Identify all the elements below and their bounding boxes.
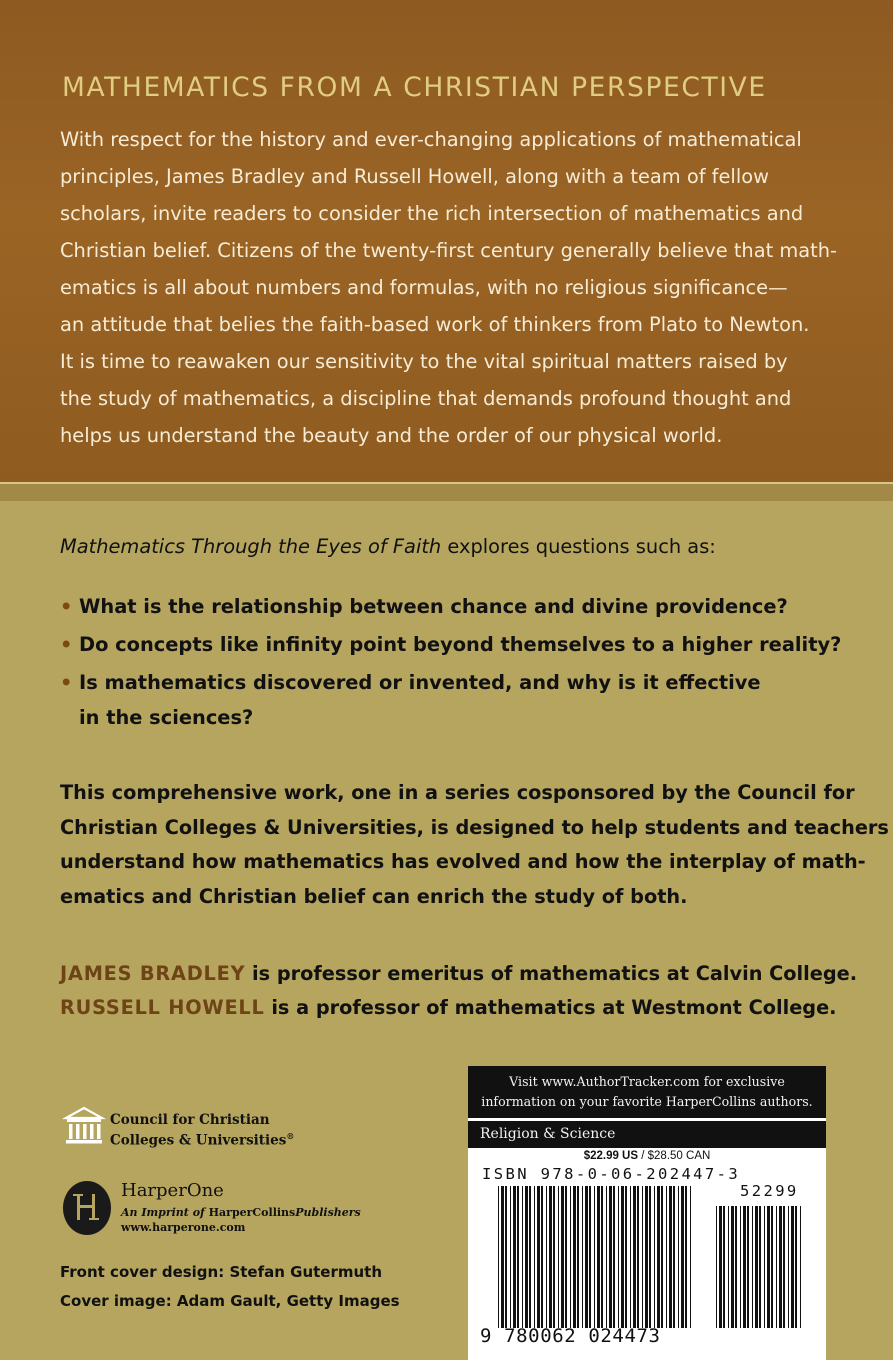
summary-line: understand how mathematics has evolved and how the interplay of math- xyxy=(60,850,866,873)
ean-bar xyxy=(522,1186,523,1328)
publisher-name: HarperOne xyxy=(121,1180,224,1201)
ean-bar xyxy=(573,1186,576,1328)
notice-line: information on your favorite HarperCollins authors. xyxy=(481,1094,813,1109)
publisher-imprint xyxy=(121,1206,361,1219)
ean-digits: 9 780062 024473 xyxy=(480,1325,661,1347)
ean-bar xyxy=(525,1186,528,1328)
summary-line: Christian Colleges & Universities, is designed to help students and teachers xyxy=(60,815,889,839)
description-line: helps us understand the beauty and the order of our physical world. xyxy=(60,424,723,447)
ean-bar xyxy=(678,1186,679,1328)
imprint-name: HarperCollins xyxy=(208,1206,296,1219)
addon-bar xyxy=(788,1206,789,1328)
addon-bar xyxy=(719,1206,722,1328)
questions-intro xyxy=(60,533,716,561)
ean-bar xyxy=(645,1186,648,1328)
question-text: What is the relationship between chance and divine providence? xyxy=(79,595,788,618)
cover-design-credit: Front cover design: Stefan Gutermuth xyxy=(60,1263,383,1281)
description-line: ematics is all about numbers and formulas, with no religious significance— xyxy=(60,276,788,299)
ean-bar xyxy=(529,1186,531,1328)
ean-bar xyxy=(505,1186,507,1328)
description-line: Christian belief. Citizens of the twenty-first century generally believe that math- xyxy=(60,239,838,262)
ean-bar xyxy=(597,1186,600,1328)
ean-bar xyxy=(633,1186,636,1328)
addon-bar xyxy=(771,1206,773,1328)
ean-bar xyxy=(625,1186,627,1328)
ean-bar xyxy=(570,1186,571,1328)
cover-image-credit: Cover image: Adam Gault, Getty Images xyxy=(60,1292,400,1310)
ean-bar xyxy=(517,1186,519,1328)
ean-bar xyxy=(589,1186,591,1328)
description-line: the study of mathematics, a discipline that demands profound thought and xyxy=(60,387,792,410)
description-line: It is time to reawaken our sensitivity to the vital spiritual matters raised by xyxy=(60,350,788,373)
description-line: an attitude that belies the faith-based work of thinkers from Plato to Newton. xyxy=(60,313,810,336)
harperone-h-logo-icon xyxy=(62,1180,112,1236)
bullet-icon: • xyxy=(60,595,73,618)
addon-bar xyxy=(740,1206,741,1328)
addon-bar xyxy=(728,1206,729,1328)
summary-line: ematics and Christian belief can enrich the study of both. xyxy=(60,884,688,908)
ean-bar xyxy=(673,1186,675,1328)
ean-bar xyxy=(649,1186,651,1328)
ean-bar xyxy=(618,1186,619,1328)
addon-bar xyxy=(743,1206,746,1328)
questions-intro-text: explores questions such as: xyxy=(441,535,716,558)
ean-bar xyxy=(546,1186,547,1328)
building-columns-icon xyxy=(62,1104,106,1148)
ean-bar xyxy=(537,1186,540,1328)
cover-credits xyxy=(60,1258,400,1316)
ean-bar xyxy=(661,1186,663,1328)
summary-line: This comprehensive work, one in a series cosponsored by the Council for xyxy=(60,781,855,804)
addon-bar xyxy=(783,1206,785,1328)
question-text: Do concepts like infinity point beyond themselves to a higher reality? xyxy=(79,633,842,656)
addon-bar xyxy=(747,1206,749,1328)
sponsor-name xyxy=(110,1112,294,1149)
price-can: $28.50 CAN xyxy=(647,1150,711,1162)
description-paragraph xyxy=(60,121,840,454)
addon-bar xyxy=(752,1206,753,1328)
author-bios xyxy=(60,957,857,1025)
addon-bar xyxy=(735,1206,737,1328)
bullet-icon: • xyxy=(60,671,73,694)
sponsor-name-line xyxy=(110,1128,294,1149)
description-line: principles, James Bradley and Russell Howell, along with a team of fellow xyxy=(60,165,769,188)
list-item xyxy=(60,588,840,626)
ean-bar xyxy=(561,1186,564,1328)
addon-bar xyxy=(767,1206,770,1328)
ean-bar xyxy=(549,1186,552,1328)
registered-mark: ® xyxy=(286,1131,295,1141)
ean-bar xyxy=(637,1186,639,1328)
ean-bar xyxy=(613,1186,615,1328)
isbn-label: ISBN 978-0-06-202447-3 xyxy=(482,1165,741,1183)
ean-bar xyxy=(594,1186,595,1328)
book-title: Mathematics Through the Eyes of Faith xyxy=(60,535,442,558)
addon-bar xyxy=(791,1206,794,1328)
addon-bar xyxy=(776,1206,777,1328)
ean-bar xyxy=(541,1186,543,1328)
barcode-graphic xyxy=(468,1066,826,1360)
list-item-continuation xyxy=(60,702,840,734)
sponsor-name-line: Council for Christian xyxy=(110,1112,270,1128)
ean-bar xyxy=(621,1186,624,1328)
notice-line: Visit www.AuthorTracker.com for exclusive xyxy=(509,1074,785,1089)
ean-bar xyxy=(498,1186,499,1328)
ean-bar xyxy=(558,1186,559,1328)
list-item xyxy=(60,664,840,702)
ean-bar xyxy=(690,1186,691,1328)
addon-bar xyxy=(731,1206,734,1328)
ean-bar xyxy=(553,1186,555,1328)
description-line: With respect for the history and ever-changing applications of mathematical xyxy=(60,128,802,151)
ean-bar xyxy=(669,1186,672,1328)
ean-bar xyxy=(666,1186,667,1328)
ean-bar xyxy=(606,1186,607,1328)
price-us: $22.99 US xyxy=(583,1150,639,1162)
author-bio xyxy=(60,957,857,991)
author-bio-text: is a professor of mathematics at Westmont College. xyxy=(264,996,837,1019)
addon-bar xyxy=(723,1206,725,1328)
bullet-icon: • xyxy=(60,633,73,656)
publisher-url: www.harperone.com xyxy=(121,1221,246,1234)
author-bio-text: is professor emeritus of mathematics at Calvin College. xyxy=(245,962,858,985)
ean-bar xyxy=(609,1186,612,1328)
ean-bar xyxy=(577,1186,579,1328)
ean-bar xyxy=(582,1186,583,1328)
barcode-panel xyxy=(468,1066,826,1360)
ean-bar xyxy=(601,1186,603,1328)
author-name: JAMES BRADLEY xyxy=(60,962,246,985)
addon-bar xyxy=(764,1206,765,1328)
list-item xyxy=(60,626,840,664)
ean-bar xyxy=(510,1186,511,1328)
addon-bar xyxy=(795,1206,797,1328)
questions-list xyxy=(60,588,840,734)
question-text: in the sciences? xyxy=(79,706,254,729)
question-text: Is mathematics discovered or invented, and why is it effective xyxy=(79,671,761,694)
imprint-prefix: An Imprint of xyxy=(121,1206,209,1219)
addon-bar xyxy=(716,1206,717,1328)
description-line: scholars, invite readers to consider the rich intersection of mathematics and xyxy=(60,202,804,225)
author-bio xyxy=(60,991,857,1025)
addon-bar xyxy=(755,1206,758,1328)
ean-bar xyxy=(585,1186,588,1328)
ean-bar xyxy=(534,1186,535,1328)
author-name: RUSSELL HOWELL xyxy=(60,996,265,1019)
ean-bar xyxy=(501,1186,504,1328)
divider-band xyxy=(0,484,893,501)
series-heading: MATHEMATICS FROM A CHRISTIAN PERSPECTIVE xyxy=(62,72,767,103)
addon-bar xyxy=(800,1206,801,1328)
sponsor-name-text: Colleges & Universities xyxy=(110,1132,287,1149)
ean-bar xyxy=(685,1186,687,1328)
ean-bar xyxy=(654,1186,655,1328)
ean-bar xyxy=(513,1186,516,1328)
addon-bar xyxy=(759,1206,761,1328)
ean-bar xyxy=(657,1186,660,1328)
ean-bar xyxy=(681,1186,684,1328)
subject-category: Religion & Science xyxy=(468,1121,826,1148)
addon-code: 52299 xyxy=(740,1182,799,1200)
ean-bar xyxy=(565,1186,567,1328)
imprint-suffix: Publishers xyxy=(295,1206,361,1219)
ean-bar xyxy=(642,1186,643,1328)
summary-paragraph xyxy=(60,776,889,914)
ean-bar xyxy=(630,1186,631,1328)
addon-bar xyxy=(779,1206,782,1328)
price-separator: / xyxy=(638,1150,648,1162)
